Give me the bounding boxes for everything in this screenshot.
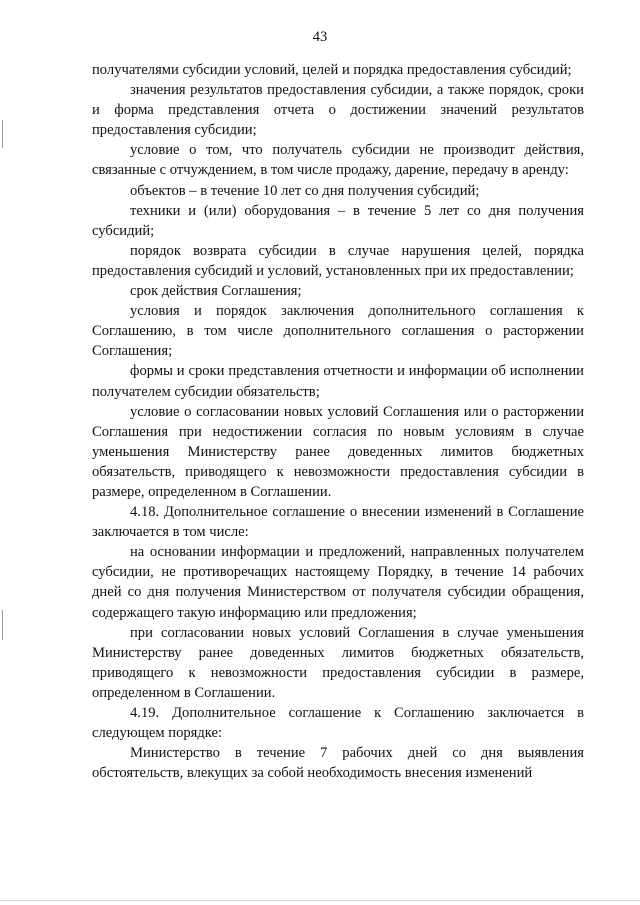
paragraph-15: Министерство в течение 7 рабочих дней со дня выявления обстоятельств, влекущих за собой необходимость внесения изменений [92, 745, 584, 782]
paragraph-4: объектов – в течение 10 лет со дня получения субсидий; [130, 182, 480, 199]
paragraph-10: условие о согласовании новых условий Соглашения или о расторжении Соглашения при недостижении согласия по новым условиям в случае уменьшения Министерству ранее доведенных лимитов бюджетных обязательств, приводящего к невозможности предоставления субсидии в размере, определенном в Соглашении. [92, 403, 584, 500]
paragraph-7: срок действия Соглашения; [130, 283, 302, 300]
paragraph-3: условие о том, что получатель субсидии не производит действия, связанные с отчуждением, в том числе продажу, дарение, передачу в аренду: [92, 142, 584, 179]
paragraph-1: получателями субсидии условий, целей и порядка предоставления субсидий; [92, 62, 572, 78]
paragraph-8: условия и порядок заключения дополнительного соглашения к Соглашению, в том числе дополнительного соглашения о расторжении Соглашения; [92, 303, 584, 360]
paragraph-11: 4.18. Дополнительное соглашение о внесении изменений в Соглашение заключается в том числе: [92, 504, 584, 541]
paragraph-12: на основании информации и предложений, направленных получателем субсидии, не противоречащих настоящему Порядку, в течение 14 рабочих дней со дня получения Министерством от получателя субсидии обращения, содержащего такую информацию или предложения; [92, 544, 584, 621]
paragraph-5: техники и (или) оборудования – в течение 5 лет со дня получения субсидий; [92, 202, 584, 239]
page-bottom-rule [0, 900, 640, 901]
document-body [92, 60, 584, 783]
paragraph-13: при согласовании новых условий Соглашения в случае уменьшения Министерству ранее доведенных лимитов бюджетных обязательств, приводящего к невозможности предоставления субсидии в размере, определенном в Соглашении. [92, 624, 584, 701]
page-number: 43 [312, 29, 328, 45]
paragraph-9: формы и сроки представления отчетности и информации об исполнении получателем субсидии обязательств; [92, 363, 584, 400]
paragraph-14: 4.19. Дополнительное соглашение к Соглашению заключается в следующем порядке: [92, 705, 584, 742]
scan-edge-mark-top [2, 120, 3, 148]
scan-edge-mark-bottom [2, 610, 3, 640]
paragraph-2: значения результатов предоставления субсидии, а также порядок, сроки и форма представления отчета о достижении значений результатов предоставления субсидии; [92, 82, 584, 139]
paragraph-6: порядок возврата субсидии в случае нарушения целей, порядка предоставления субсидий и условий, установленных при их предоставлении; [92, 242, 584, 279]
